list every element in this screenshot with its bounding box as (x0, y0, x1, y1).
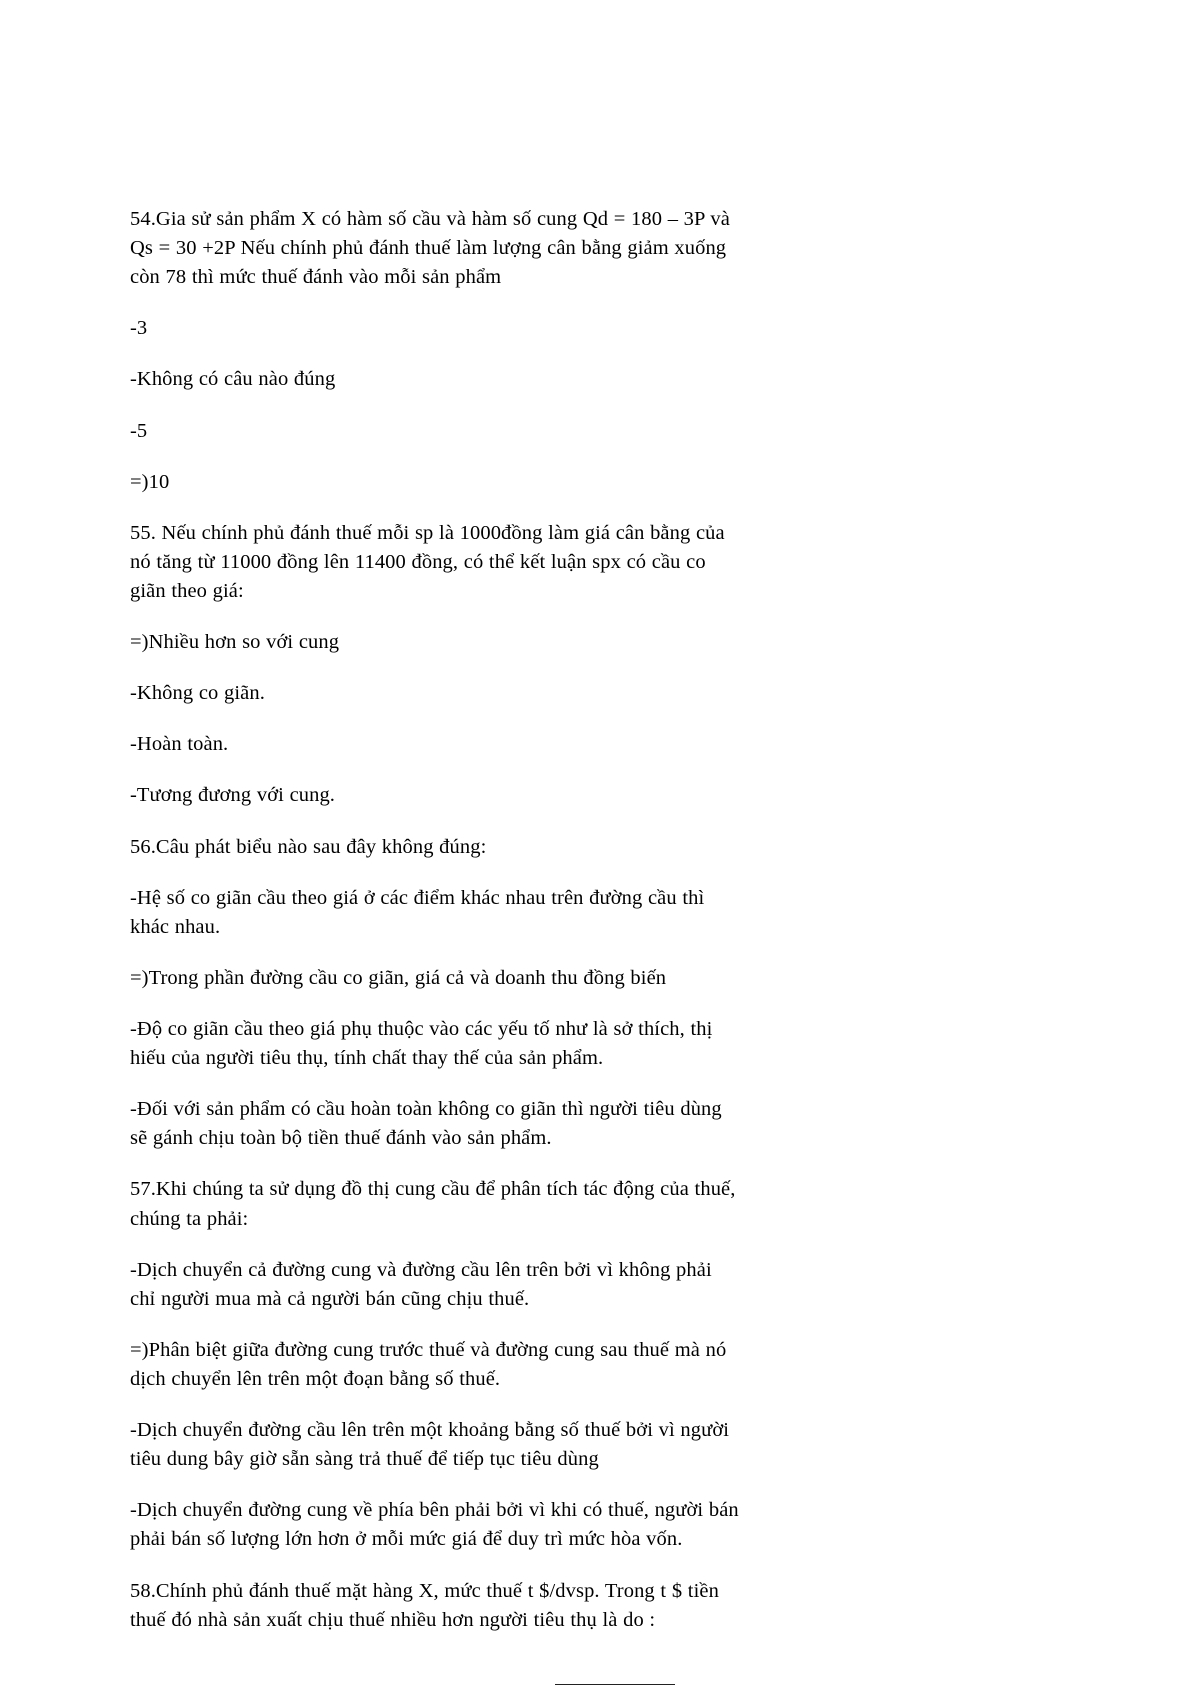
paragraph: 58.Chính phủ đánh thuế mặt hàng X, mức thuế t $/dvsp. Trong t $ tiền thuế đó nhà sản xuất chịu thuế nhiều hơn người tiêu thụ là do : (130, 1579, 719, 1631)
paragraph: -Độ co giãn cầu theo giá phụ thuộc vào các yếu tố như là sở thích, thị hiếu của người tiêu thụ, tính chất thay thế của sản phẩm. (130, 1017, 713, 1070)
paragraph: -Dịch chuyển đường cung về phía bên phải bởi vì khi có thuế, người bán phải bán số lượng lớn hơn ở mỗi mức giá để duy trì mức hòa vốn. (130, 1499, 739, 1551)
document-body (130, 205, 740, 1635)
paragraph: -Tương đương với cung. (130, 784, 336, 807)
paragraph: -Không co giãn. (130, 682, 265, 705)
paragraph: 56.Câu phát biểu nào sau đây không đúng: (130, 835, 487, 858)
paragraph: -Không có câu nào đúng (130, 368, 336, 391)
paragraph: -Hệ số co giãn cầu theo giá ở các điểm khác nhau trên đường cầu thì khác nhau. (130, 886, 705, 938)
paragraph: -Dịch chuyển cả đường cung và đường cầu lên trên bởi vì không phải chỉ người mua mà cả người bán cũng chịu thuế. (130, 1258, 712, 1310)
paragraph: =)Trong phần đường cầu co giãn, giá cả và doanh thu đồng biến (130, 966, 667, 989)
paragraph: -Đối với sản phẩm có cầu hoàn toàn không co giãn thì người tiêu dùng sẽ gánh chịu toàn bộ tiền thuế đánh vào sản phẩm. (130, 1098, 722, 1150)
paragraph: 55. Nếu chính phủ đánh thuế mỗi sp là 1000đồng làm giá cân bằng của nó tăng từ 11000 đồng lên 11400 đồng, có thể kết luận spx có cầu co giãn theo giá: (130, 521, 725, 602)
paragraph: =)Phân biệt giữa đường cung trước thuế và đường cung sau thuế mà nó dịch chuyển lên trên một đoạn bằng số thuế. (130, 1338, 727, 1390)
paragraph: =)10 (130, 470, 170, 493)
paragraph: =)Nhiều hơn so với cung (130, 631, 340, 654)
paragraph: -Dịch chuyển đường cầu lên trên một khoảng bằng số thuế bởi vì người tiêu dung bây giờ sẵn sàng trả thuế để tiếp tục tiêu dùng (130, 1419, 730, 1471)
paragraph: -3 (130, 317, 148, 340)
paragraph: 57.Khi chúng ta sử dụng đồ thị cung cầu để phân tích tác động của thuế, chúng ta phải: (130, 1178, 736, 1230)
paragraph: -Hoàn toàn. (130, 733, 229, 756)
paragraph: 54.Gia sử sản phẩm X có hàm số cầu và hàm số cung Qd = 180 – 3P và Qs = 30 +2P Nếu chính phủ đánh thuế làm lượng cân bằng giảm xuống còn 78 thì mức thuế đánh vào mỗi sản phẩm (130, 208, 730, 289)
paragraph: -5 (130, 419, 148, 442)
